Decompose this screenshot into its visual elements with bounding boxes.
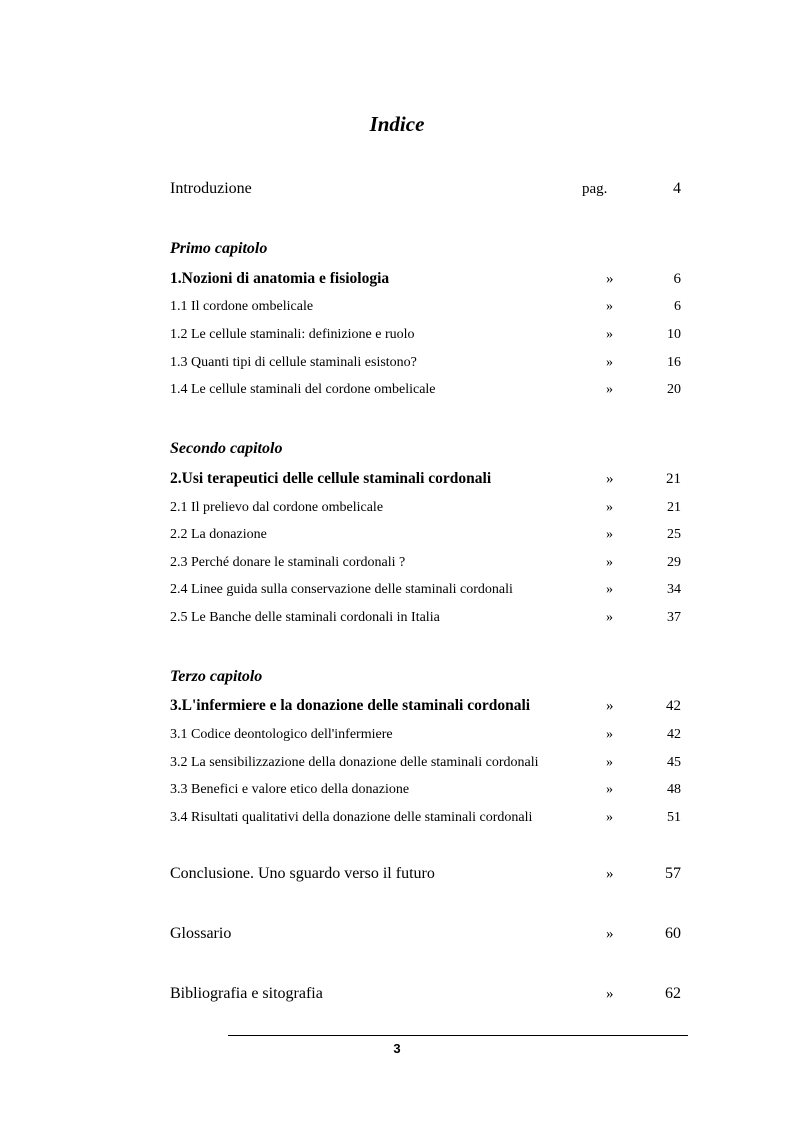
toc-entry-page: 37 [667, 610, 681, 625]
footer-divider [228, 1035, 688, 1036]
toc-entry-page: 42 [667, 727, 681, 742]
toc-entry-page: 10 [667, 327, 681, 342]
toc-entry-label: 1.Nozioni di anatomia e fisiologia [170, 270, 390, 287]
toc-entry-label: 2.1 Il prelievo dal cordone ombelicale [170, 500, 384, 515]
toc-entry-label: 2.3 Perché donare le staminali cordonali ? [170, 555, 406, 570]
toc-entry[interactable] [170, 779, 681, 801]
toc-entry-label: Introduzione [170, 180, 252, 197]
toc-entry-conclusione[interactable] [170, 863, 681, 885]
toc-entry-page: 4 [673, 180, 681, 197]
toc-entry-page: 6 [673, 271, 681, 287]
toc-entry-label: 1.3 Quanti tipi di cellule staminali esistono? [170, 355, 417, 370]
toc-entry-label: 3.1 Codice deontologico dell'infermiere [170, 727, 393, 742]
toc-entry-label: Glossario [170, 925, 232, 942]
toc-entry-page: 48 [667, 782, 681, 797]
toc-entry-separator: » [606, 555, 613, 570]
toc-entry[interactable] [170, 324, 681, 346]
toc-entry-page: 16 [667, 355, 681, 370]
toc-entry-page: 62 [665, 985, 681, 1002]
toc-entry-separator: » [606, 299, 613, 314]
toc-entry-separator: » [606, 698, 614, 714]
toc-entry-label: 3.L'infermiere e la donazione delle staminali cordonali [170, 697, 531, 714]
toc-entry[interactable] [170, 607, 681, 629]
toc-entry-separator: » [606, 782, 613, 797]
toc-entry-page: 51 [667, 810, 681, 825]
toc-entry-separator: » [606, 471, 614, 487]
toc-entry-label: 2.Usi terapeutici delle cellule staminali cordonali [170, 470, 492, 487]
toc-entry-label: Bibliografia e sitografia [170, 985, 323, 1002]
toc-entry-label: 3.3 Benefici e valore etico della donazione [170, 782, 410, 797]
toc-entry[interactable] [170, 497, 681, 519]
toc-entry[interactable] [170, 352, 681, 374]
toc-entry-page: 34 [667, 582, 681, 597]
toc-entry-page: 25 [667, 527, 681, 542]
toc-entry-label: 2.4 Linee guida sulla conservazione delle staminali cordonali [170, 582, 513, 597]
toc-entry-separator: » [606, 327, 613, 342]
toc-chapter-2[interactable] [170, 468, 681, 490]
toc-entry[interactable] [170, 724, 681, 746]
toc-entry[interactable] [170, 752, 681, 774]
toc-entry-label: 3.2 La sensibilizzazione della donazione delle staminali cordonali [170, 755, 539, 770]
toc-entry-separator: » [606, 355, 613, 370]
toc-entry-label: 2.5 Le Banche delle staminali cordonali in Italia [170, 610, 440, 625]
page-title: Indice [369, 112, 425, 136]
toc-entry[interactable] [170, 379, 681, 401]
toc-entry-glossario[interactable] [170, 923, 681, 945]
toc-entry-separator: » [606, 271, 614, 287]
toc-entry[interactable] [170, 807, 681, 829]
toc-entry-separator: » [606, 986, 614, 1002]
toc-chapter-3[interactable] [170, 695, 681, 717]
toc-entry-separator: » [606, 527, 613, 542]
toc-entry-label: 1.2 Le cellule staminali: definizione e ruolo [170, 327, 415, 342]
toc-chapter-1[interactable] [170, 268, 681, 290]
toc-entry-separator: » [606, 810, 613, 825]
toc-entry-separator: » [606, 926, 614, 942]
toc-entry[interactable] [170, 524, 681, 546]
toc-entry-separator: » [606, 382, 613, 397]
toc-entry-separator: » [606, 582, 613, 597]
toc-entry-label: 1.4 Le cellule staminali del cordone ombelicale [170, 382, 436, 397]
toc-entry-label: 3.4 Risultati qualitativi della donazione delle staminali cordonali [170, 810, 533, 825]
toc-entry-page: 29 [667, 555, 681, 570]
toc-entry-separator: » [606, 500, 613, 515]
toc-entry-separator: pag. [582, 181, 608, 197]
toc-entry[interactable] [170, 579, 681, 601]
toc-entry-page: 20 [667, 382, 681, 397]
toc-entry-page: 6 [674, 299, 681, 314]
toc-entry-page: 45 [667, 755, 681, 770]
footer-page-number: 3 [393, 1041, 401, 1056]
toc-entry-page: 42 [666, 698, 681, 714]
toc-entry-page: 21 [667, 500, 681, 515]
toc-entry-page: 21 [666, 471, 681, 487]
toc-entry-label: Conclusione. Uno sguardo verso il futuro [170, 865, 435, 882]
toc-entry-page: 57 [665, 865, 681, 882]
toc-entry-introduzione[interactable] [170, 178, 681, 200]
toc-entry[interactable] [170, 552, 681, 574]
toc-entry[interactable] [170, 296, 681, 318]
toc-entry-label: 2.2 La donazione [170, 527, 267, 542]
toc-entry-separator: » [606, 727, 613, 742]
toc-entry-separator: » [606, 755, 613, 770]
toc-entry-page: 60 [665, 925, 681, 942]
chapter-heading-1: Primo capitolo [170, 240, 268, 257]
toc-entry-separator: » [606, 610, 613, 625]
toc-entry-label: 1.1 Il cordone ombelicale [170, 299, 314, 314]
toc-entry-separator: » [606, 866, 614, 882]
chapter-heading-2: Secondo capitolo [170, 440, 283, 457]
toc-entry-bibliografia[interactable] [170, 983, 681, 1005]
chapter-heading-3: Terzo capitolo [170, 668, 263, 685]
